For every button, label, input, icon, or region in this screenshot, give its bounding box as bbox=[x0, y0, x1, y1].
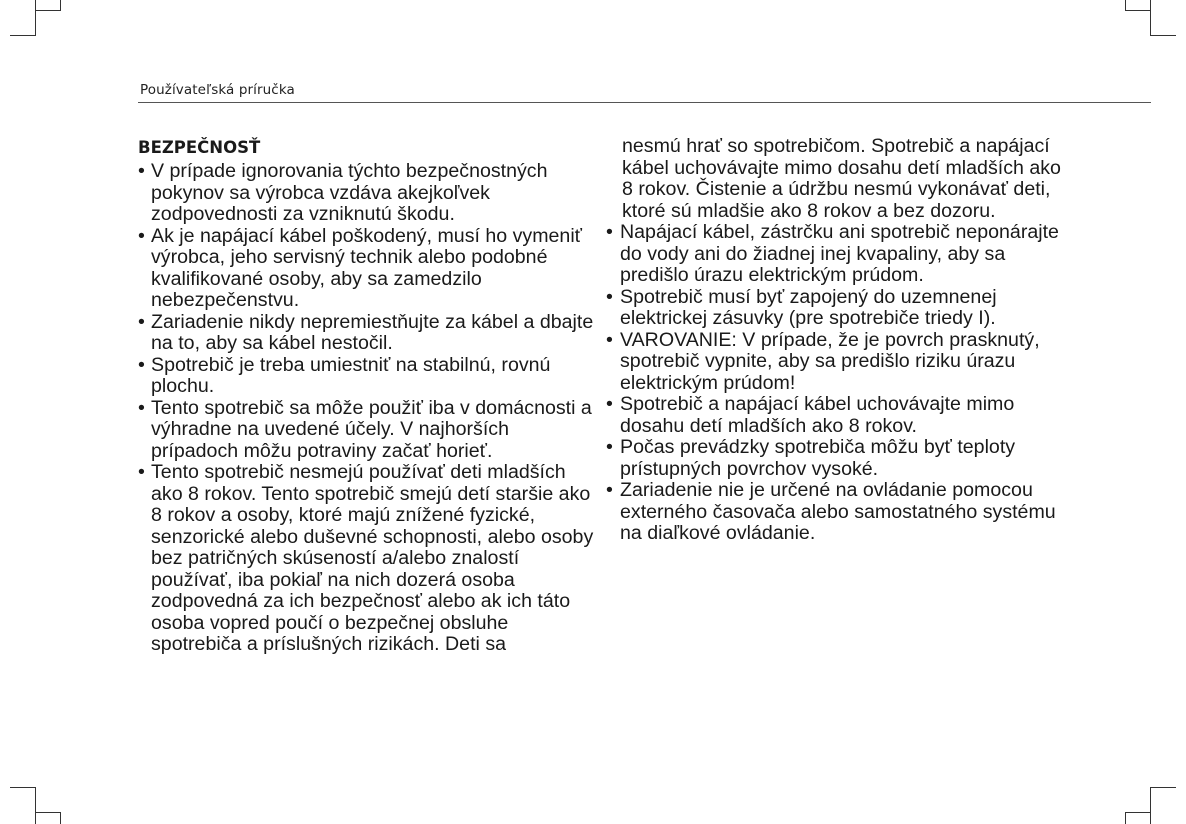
crop-mark-bottom-right-vertical-outer bbox=[1125, 812, 1126, 824]
list-item: • Spotrebič musí byť zapojený do uzemnenej elektrickej zásuvky (pre spotrebiče triedy I). bbox=[606, 287, 1066, 330]
list-item: • Počas prevádzky spotrebiča môžu byť teploty prístupných povrchov vysoké. bbox=[606, 437, 1066, 480]
crop-mark-top-right-vertical bbox=[1150, 0, 1151, 36]
crop-mark-top-right-vertical-outer bbox=[1125, 0, 1126, 11]
crop-mark-bottom-left-horizontal bbox=[10, 787, 36, 788]
crop-mark-top-right-horizontal bbox=[1150, 35, 1176, 36]
list-item: • Napájací kábel, zástrčku ani spotrebič neponárajte do vody ani do žiadnej inej kvapaliny, aby sa predišlo úrazu elektrickým prúdom. bbox=[606, 222, 1066, 287]
continued-paragraph: nesmú hrať so spotrebičom. Spotrebič a napájací kábel uchovávajte mimo dosahu detí mladších ako 8 rokov. Čistenie a údržbu nesmú vykonávať deti, ktoré sú mladšie ako 8 rokov a bez dozoru. bbox=[622, 135, 1061, 222]
safety-list-right bbox=[606, 222, 1066, 545]
crop-mark-bottom-left-vertical-outer bbox=[60, 812, 61, 824]
list-item: • V prípade ignorovania týchto bezpečnostných pokynov sa výrobca vzdáva akejkoľvek zodpovednosti za vzniknutú škodu. bbox=[138, 161, 598, 226]
crop-mark-top-left-horizontal bbox=[10, 35, 36, 36]
crop-mark-bottom-right-horizontal bbox=[1150, 787, 1176, 788]
right-column bbox=[606, 136, 1066, 545]
crop-mark-bottom-left-horizontal-outer bbox=[36, 812, 61, 813]
safety-list-left bbox=[138, 161, 598, 656]
crop-mark-top-left-vertical-outer bbox=[60, 0, 61, 11]
left-column bbox=[138, 136, 598, 656]
page-header-title: Používateľská príručka bbox=[140, 82, 295, 98]
list-item: • Zariadenie nikdy nepremiestňujte za kábel a dbajte na to, aby sa kábel nestočil. bbox=[138, 312, 598, 355]
crop-mark-bottom-right-horizontal-outer bbox=[1125, 812, 1150, 813]
crop-mark-top-right-horizontal-outer bbox=[1125, 10, 1150, 11]
list-item: • Spotrebič a napájací kábel uchovávajte mimo dosahu detí mladších ako 8 rokov. bbox=[606, 394, 1066, 437]
crop-mark-top-left-vertical bbox=[35, 0, 36, 36]
list-item: • VAROVANIE: V prípade, že je povrch prasknutý, spotrebič vypnite, aby sa predišlo riziku úrazu elektrickým prúdom! bbox=[606, 330, 1066, 395]
list-item: • Spotrebič je treba umiestniť na stabilnú, rovnú plochu. bbox=[138, 355, 598, 398]
crop-mark-top-left-horizontal-outer bbox=[36, 10, 61, 11]
list-item: • Zariadenie nie je určené na ovládanie pomocou externého časovača alebo samostatného systému na diaľkové ovládanie. bbox=[606, 480, 1066, 545]
list-item: • Ak je napájací kábel poškodený, musí ho vymeniť výrobca, jeho servisný technik alebo podobné kvalifikované osoby, aby sa zamedzilo nebezpečenstvu. bbox=[138, 226, 598, 312]
section-title: BEZPEČNOSŤ bbox=[138, 138, 261, 157]
list-item: • Tento spotrebič sa môže použiť iba v domácnosti a výhradne na uvedené účely. V najhorších prípadoch môžu potraviny začať horieť. bbox=[138, 398, 598, 463]
list-item: • Tento spotrebič nesmejú používať deti mladších ako 8 rokov. Tento spotrebič smejú detí staršie ako 8 rokov a osoby, ktoré majú znížené fyzické, senzorické alebo duševné schopnosti, alebo osoby bez patričných skúseností a/alebo znalostí používať, iba pokiaľ na nich dozerá osoba zodpovedná za ich bezpečnosť alebo ak ich táto osoba vopred poučí o bezpečnej obsluhe spotrebiča a príslušných rizikách. Deti sa bbox=[138, 462, 598, 656]
crop-mark-bottom-left-vertical bbox=[35, 787, 36, 824]
header-divider bbox=[138, 102, 1151, 103]
crop-mark-bottom-right-vertical bbox=[1150, 787, 1151, 824]
